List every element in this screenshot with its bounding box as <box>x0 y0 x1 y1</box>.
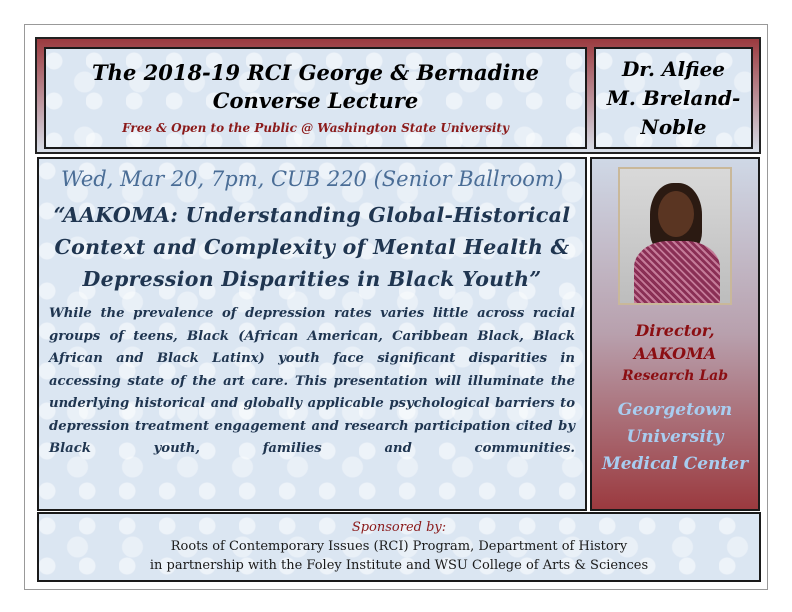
event-datetime: Wed, Mar 20, 7pm, CUB 220 (Senior Ballroom) <box>60 167 564 191</box>
role-text: Director, <box>635 321 715 340</box>
speaker-panel <box>590 157 760 511</box>
admission-note: Free & Open to the Public @ Washington State University <box>122 121 509 135</box>
title-line: The 2018-19 RCI George & Bernadine <box>92 60 539 85</box>
sponsor-line: Roots of Contemporary Issues (RCI) Program, Department of History <box>170 539 628 554</box>
title-line: Converse Lecture <box>212 88 419 113</box>
talk-title <box>39 199 585 295</box>
lecture-title <box>46 59 585 115</box>
speaker-institution <box>592 397 758 478</box>
face-shape <box>658 191 694 237</box>
speaker-role <box>592 319 758 388</box>
talk-title-line: Context and Complexity of Mental Health & <box>54 235 570 259</box>
sponsor-label: Sponsored by: <box>351 520 447 535</box>
institution-text: University <box>626 427 724 447</box>
talk-title-line: Depression Disparities in Black Youth” <box>82 267 542 291</box>
name-line: Noble <box>640 115 707 139</box>
lab-text: Research Lab <box>621 368 729 384</box>
name-line: Dr. Alfiee <box>621 57 726 81</box>
institution-text: Georgetown <box>617 400 733 420</box>
speaker-name <box>594 47 753 149</box>
event-details <box>37 157 587 511</box>
name-line: M. Breland- <box>606 86 741 110</box>
body-shape <box>634 241 720 305</box>
sponsor-line: in partnership with the Foley Institute and WSU College of Arts & Sciences <box>149 558 649 573</box>
lab-text: AAKOMA <box>633 344 717 363</box>
talk-title-line: “AAKOMA: Understanding Global-Historical <box>53 203 571 227</box>
speaker-photo <box>618 167 732 305</box>
sponsor-box <box>37 512 761 582</box>
institution-text: Medical Center <box>601 454 749 474</box>
talk-description: While the prevalence of depression rates varies little across racial groups of teens, Black (African American, Caribbean Black, Black African and Black Latinx) youth face significant disparities in accessing state of the art care. This presentation will illuminate the underlying historical and globally applicable psychological barriers to depression treatment engagement and research participation cited by Black youth, families and communities. <box>49 306 575 456</box>
lecture-header <box>44 47 587 149</box>
